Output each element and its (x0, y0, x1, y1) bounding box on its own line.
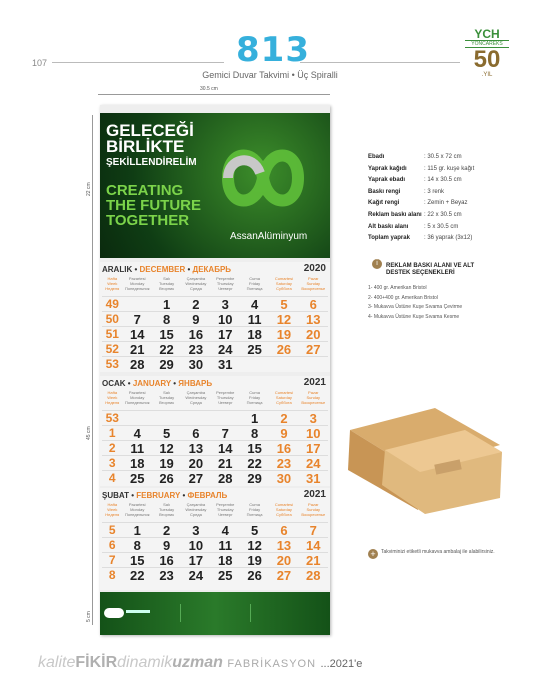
weekday-label: Pazar Sunday Воскресенье (301, 276, 326, 291)
weekday-label: Cumartesi Saturday Суббота (274, 390, 294, 405)
weekday-label: Hafta Week Неделя (105, 276, 120, 291)
month-block (100, 262, 330, 372)
weekday-label: Çarşamba Wednesday Среда (185, 502, 207, 517)
month-grid (102, 390, 328, 485)
body-height-label: 45 cm (86, 426, 92, 440)
day-cell: 22 (247, 456, 262, 471)
month-year: 2020 (303, 263, 326, 274)
spec-row (368, 210, 474, 222)
advert-banner (100, 113, 330, 258)
day-cell: 23 (276, 456, 292, 471)
month-block (100, 376, 330, 486)
spec-value: : 14 x 30.5 cm (424, 177, 462, 184)
week-number: 1 (108, 426, 116, 440)
model-number: 813 (236, 30, 310, 70)
day-cell: 8 (133, 538, 141, 553)
day-cell: 2 (162, 523, 171, 538)
week-number: 7 (108, 553, 116, 567)
logo-year: .YIL (481, 72, 493, 78)
day-cell (240, 357, 269, 371)
month-block (100, 488, 330, 590)
day-cell: 2 (192, 297, 200, 312)
banner-en-line: TOGETHER (106, 212, 190, 229)
day-cell: 16 (276, 441, 292, 456)
weekday-label: Cumartesi Saturday Суббота (274, 502, 294, 517)
day-cell: 23 (159, 568, 174, 583)
week-row (102, 440, 328, 455)
weekday-label: Cuma Friday Пятница (246, 390, 263, 405)
day-cell: 23 (188, 342, 204, 357)
month-year: 2021 (303, 489, 326, 500)
slogan-word: FİKİR (75, 654, 118, 671)
day-cell: 6 (309, 297, 317, 312)
spec-value: : 36 yaprak (3x12) (424, 235, 473, 242)
day-cell: 5 (162, 426, 171, 441)
options-list (368, 284, 462, 322)
weekday-label: Çarşamba Wednesday Среда (185, 276, 207, 291)
day-cell: 25 (247, 342, 262, 357)
week-row (102, 537, 328, 552)
day-cell: 17 (188, 553, 204, 568)
weekday-label: Pazar Sunday Воскресенье (301, 390, 326, 405)
day-cell: 4 (250, 297, 259, 312)
month-grid (102, 502, 328, 582)
day-cell (211, 411, 240, 425)
day-cell: 13 (306, 312, 321, 327)
week-number: 8 (108, 568, 116, 582)
day-cell: 12 (159, 441, 174, 456)
week-row (102, 326, 328, 341)
day-cell: 10 (188, 538, 204, 553)
day-cell: 21 (218, 456, 233, 471)
day-cell: 28 (129, 357, 145, 372)
day-cell: 9 (192, 312, 200, 327)
day-cell: 6 (280, 523, 288, 538)
spec-row (368, 175, 474, 187)
spec-row (368, 233, 474, 245)
spec-value: : 5 x 30.5 cm (424, 223, 459, 230)
day-cell: 18 (129, 456, 145, 471)
day-cell: 24 (306, 456, 321, 471)
weekday-label: Cuma Friday Пятница (246, 502, 263, 517)
week-number: 2 (108, 441, 116, 455)
day-cell: 28 (306, 568, 321, 583)
day-cell: 31 (218, 357, 233, 372)
weekday-label: Pazar Sunday Воскресенье (301, 502, 326, 517)
footer-advert (100, 592, 330, 635)
day-cell: 8 (162, 312, 171, 327)
slogan-word: kalite (38, 654, 76, 671)
day-cell: 17 (218, 327, 233, 342)
day-cell: 19 (276, 327, 292, 342)
infinity-icon (208, 133, 318, 223)
week-row (102, 552, 328, 567)
spec-key: Toplam yaprak (368, 235, 410, 242)
day-cell: 30 (188, 357, 204, 372)
day-cell (123, 411, 152, 425)
day-cell: 26 (159, 471, 174, 486)
week-row (102, 567, 328, 582)
day-cell: 11 (130, 441, 145, 456)
day-cell: 7 (133, 312, 141, 327)
footer-slogan (38, 654, 362, 672)
week-row (102, 470, 328, 485)
spec-row (368, 222, 474, 234)
weekday-label: Pazartesi Monday Понедельник (124, 502, 150, 517)
footer-address-block (250, 604, 320, 622)
slogan-word: uzman (172, 654, 223, 671)
spec-row (368, 152, 474, 164)
spec-value: : 3 renk (424, 188, 445, 195)
option-item: 4- Mukavva Üstüne Kuşe Sıvama Kesme (368, 313, 460, 320)
day-cell: 16 (159, 553, 174, 568)
day-cell: 3 (309, 411, 317, 426)
spec-list (368, 152, 474, 245)
day-cell: 4 (133, 426, 141, 441)
week-row (102, 522, 328, 537)
spec-row (368, 187, 474, 199)
weekday-label: Cuma Friday Пятница (246, 276, 263, 291)
logo-brand: YONCAREKS (465, 40, 509, 48)
day-cell: 10 (306, 426, 321, 441)
weekday-label: Cumartesi Saturday Суббота (274, 276, 294, 291)
week-number: 4 (108, 471, 116, 485)
day-cell: 14 (129, 327, 145, 342)
month-name: OCAK • JANUARY • ЯНВАРЬ (102, 379, 213, 388)
day-cell: 27 (276, 568, 292, 583)
spec-key: Baskı rengi (368, 188, 401, 195)
spec-value: : 22 x 30.5 cm (424, 211, 462, 218)
day-cell: 14 (218, 441, 233, 456)
day-cell: 17 (306, 441, 321, 456)
day-cell: 15 (247, 441, 262, 456)
day-cell: 18 (247, 327, 262, 342)
day-cell: 4 (221, 523, 229, 538)
day-cell: 11 (247, 312, 262, 327)
week-row (102, 455, 328, 470)
day-cell: 25 (218, 568, 233, 583)
day-cell: 29 (247, 471, 262, 486)
day-cell: 21 (129, 342, 145, 357)
month-name: ARALIK • DECEMBER • ДЕКАБРЬ (102, 265, 232, 274)
weekday-label: Pazartesi Monday Понедельник (124, 390, 150, 405)
day-cell: 13 (188, 441, 204, 456)
week-row (102, 311, 328, 326)
day-cell: 15 (129, 553, 145, 568)
header-height-label: 22 cm (86, 182, 92, 196)
week-row (102, 341, 328, 356)
week-number: 3 (108, 456, 116, 470)
spec-key: Kağıt rengi (368, 200, 400, 207)
day-cell: 9 (280, 426, 288, 441)
day-cell: 22 (159, 342, 174, 357)
cardboard-box-image (340, 390, 505, 515)
packaging-note: Takviminizi etiketli mukavva ambalaj ile alabilirsiniz. (381, 549, 495, 555)
option-item: 2- 400+400 gr. Amerikan Bristol (368, 294, 438, 301)
spec-key: Reklam baskı alanı (368, 211, 422, 218)
day-cell: 28 (218, 471, 233, 486)
footer-logo (104, 608, 124, 618)
weekday-label: Perşembe Thursday Четверг (216, 390, 235, 405)
spec-row (368, 164, 474, 176)
day-cell: 9 (162, 538, 171, 553)
day-cell: 12 (247, 538, 262, 553)
day-cell: 14 (306, 538, 321, 553)
day-cell: 13 (276, 538, 292, 553)
day-cell: 19 (247, 553, 262, 568)
day-cell: 1 (133, 523, 141, 538)
day-cell: 7 (221, 426, 229, 441)
week-row (102, 356, 328, 371)
spec-key: Alt baskı alanı (368, 223, 409, 230)
footer-address-block (180, 604, 240, 622)
banner-en-line: THE FUTURE (106, 197, 201, 214)
spec-value: : 115 gr. kuşe kağıt (424, 165, 475, 172)
weekday-header (102, 390, 328, 410)
week-row (102, 425, 328, 440)
week-row (102, 296, 328, 311)
brand-name: AssanAlüminyum (230, 231, 308, 242)
width-dimension-line (98, 94, 330, 95)
month-name: ŞUBAT • FEBRUARY • ФЕВРАЛЬ (102, 491, 228, 500)
weekday-label: Salı Tuesday Вторник (158, 390, 175, 405)
day-cell: 3 (192, 523, 200, 538)
weekday-label: Perşembe Thursday Четверг (216, 276, 235, 291)
day-cell (123, 297, 152, 311)
week-number: 53 (105, 357, 119, 371)
weekday-label: Pazartesi Monday Понедельник (124, 276, 150, 291)
logo-text: YCH (474, 27, 500, 41)
weekday-header (102, 276, 328, 296)
weekday-label: Çarşamba Wednesday Среда (185, 390, 207, 405)
page-number: 107 (32, 58, 48, 68)
day-cell: 16 (188, 327, 204, 342)
month-grid (102, 276, 328, 371)
plus-icon: + (368, 549, 378, 559)
week-number: 6 (108, 538, 116, 552)
day-cell: 1 (162, 297, 171, 312)
day-cell: 30 (276, 471, 292, 486)
slogan-word: dinamik (117, 654, 173, 671)
day-cell: 1 (250, 411, 259, 426)
day-cell: 24 (218, 342, 233, 357)
product-subtitle: Gemici Duvar Takvimi • Üç Spiralli (202, 70, 338, 80)
weekday-label: Hafta Week Неделя (105, 502, 120, 517)
header-rule-right (300, 62, 460, 63)
day-cell: 20 (276, 553, 292, 568)
day-cell: 21 (306, 553, 321, 568)
info-icon: i (372, 259, 382, 269)
day-cell: 5 (250, 523, 259, 538)
day-cell: 26 (276, 342, 292, 357)
spec-key: Yaprak kağıdı (368, 165, 407, 172)
month-year: 2021 (303, 377, 326, 388)
header-rule-left (52, 62, 224, 63)
spec-row (368, 198, 474, 210)
week-number: 51 (105, 327, 119, 341)
week-number: 52 (105, 342, 119, 356)
day-cell: 31 (306, 471, 321, 486)
week-number: 50 (105, 312, 119, 326)
slogan-word: ...2021'e (320, 658, 363, 670)
day-cell: 25 (129, 471, 145, 486)
spec-key: Ebadı (368, 154, 385, 160)
options-title: REKLAM BASKI ALANI VE ALT DESTEK SEÇENEKLERİ (386, 263, 475, 276)
day-cell: 20 (188, 456, 204, 471)
banner-tr-line: BİRLİKTE (106, 137, 185, 156)
width-dimension-label: 30.5 cm (200, 86, 218, 92)
day-cell (269, 357, 298, 371)
week-number: 49 (105, 297, 119, 311)
weekday-label: Salı Tuesday Вторник (158, 502, 175, 517)
day-cell: 27 (306, 342, 321, 357)
footer-height-label: 5 cm (86, 611, 92, 622)
weekday-label: Perşembe Thursday Четверг (216, 502, 235, 517)
day-cell: 10 (218, 312, 233, 327)
weekday-label: Hafta Week Неделя (105, 390, 120, 405)
day-cell: 20 (306, 327, 321, 342)
day-cell (181, 411, 210, 425)
week-row (102, 410, 328, 425)
day-cell: 8 (250, 426, 259, 441)
logo-number: 50 (473, 46, 501, 73)
week-number: 5 (108, 523, 116, 537)
spec-value: : Zemin + Beyaz (424, 200, 468, 207)
day-cell: 2 (280, 411, 288, 426)
banner-tr-line: GELECEĞİ (106, 121, 194, 140)
spec-key: Yaprak ebadı (368, 177, 406, 184)
week-number: 53 (105, 411, 119, 425)
day-cell: 18 (218, 553, 233, 568)
day-cell: 22 (129, 568, 145, 583)
day-cell (299, 357, 328, 371)
option-item: 1- 400 gr. Amerikan Bristol (368, 285, 427, 291)
weekday-header (102, 502, 328, 522)
weekday-label: Salı Tuesday Вторник (158, 276, 175, 291)
day-cell: 6 (192, 426, 200, 441)
day-cell: 11 (218, 538, 233, 553)
day-cell: 26 (247, 568, 262, 583)
spec-value: : 30.5 x 72 cm (424, 154, 462, 160)
height-dimension-line (92, 115, 93, 625)
day-cell: 7 (309, 523, 317, 538)
day-cell: 15 (159, 327, 174, 342)
banner-english-slogan (106, 183, 216, 228)
day-cell: 27 (188, 471, 204, 486)
day-cell: 5 (280, 297, 288, 312)
footer-social-icons (126, 610, 150, 613)
day-cell (152, 411, 181, 425)
day-cell: 24 (188, 568, 204, 583)
slogan-word: FABRİKASYON (227, 658, 317, 670)
banner-tr-line: ŞEKİLLENDİRELİM (106, 157, 197, 168)
day-cell: 29 (159, 357, 174, 372)
day-cell: 12 (276, 312, 292, 327)
banner-en-line: CREATING (106, 182, 184, 199)
anniversary-logo (465, 28, 509, 82)
day-cell: 3 (221, 297, 229, 312)
option-item: 3- Mukavva Üstüne Kuşe Sıvama Çevirme (368, 304, 463, 310)
day-cell: 19 (159, 456, 174, 471)
